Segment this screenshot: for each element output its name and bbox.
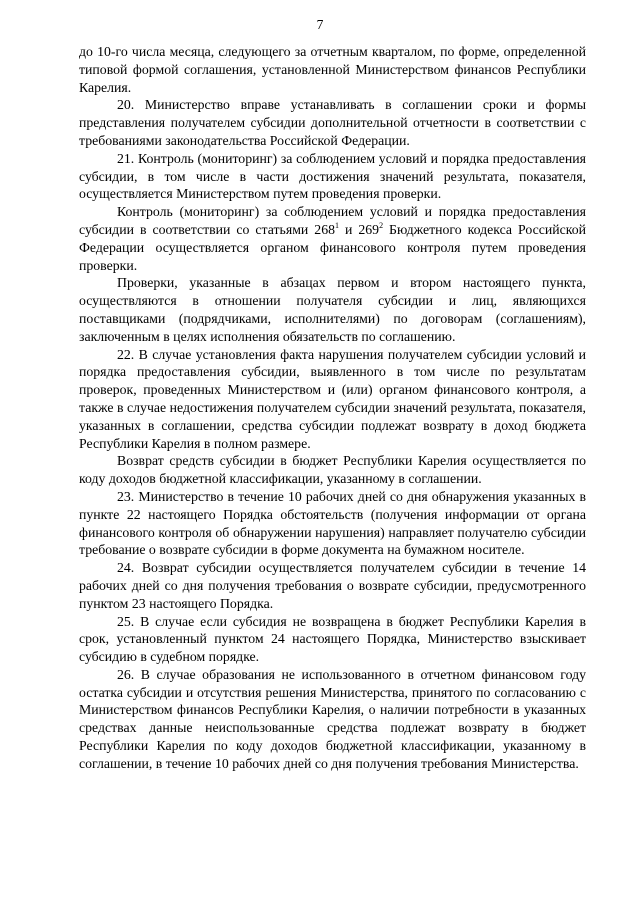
- control-text-part2: и 269: [339, 221, 380, 237]
- paragraph-item-24: 24. Возврат субсидии осуществляется получателем субсидии в течение 14 рабочих дней со дня получения требования о возврате субсидии, предусмотренного пунктом 23 настоящего Порядка.: [79, 560, 586, 611]
- document-body: [79, 43, 586, 773]
- page-number: 7: [316, 17, 324, 32]
- superscript-2: 2: [379, 220, 384, 230]
- paragraph-financial-control: [79, 203, 586, 274]
- control-text-part3: Бюджетного кодекса Российской Федерации осуществляется органом финансового контроля путем проведения проверки.: [79, 221, 587, 273]
- paragraph-refund-code: Возврат средств субсидии в бюджет Республики Карелия осуществляется по коду доходов бюджетной классификации, указанному в соглашении.: [79, 453, 586, 487]
- paragraph-item-20: 20. Министерство вправе устанавливать в соглашении сроки и формы представления получателем субсидии дополнительной отчетности в соответствии с требованиями законодательства Российской Федерации.: [79, 97, 586, 148]
- superscript-1: 1: [335, 220, 339, 230]
- paragraph-item-22: 22. В случае установления факта нарушения получателем субсидии условий и порядка предоставления субсидии, выявленного в том числе по результатам проверок, проведенных Министерством и (или) органом финансового контроля, а также в случае недостижения получателем субсидии значений результата, показателя, указанных в соглашении, средства субсидии подлежат возврату в доход бюджета Республики Карелия в полном размере.: [79, 346, 586, 451]
- paragraph-item-21: 21. Контроль (мониторинг) за соблюдением условий и порядка предоставления субсидии, в том числе в части достижения значений результата, показателя, осуществляется Министерством путем проведения проверки.: [79, 150, 586, 202]
- paragraph-continuation: до 10-го числа месяца, следующего за отчетным кварталом, по форме, определенной типовой формой соглашения, установленной Министерством финансов Республики Карелия.: [79, 44, 586, 95]
- control-text-part1: Контроль (мониторинг) за соблюдением условий и порядка предоставления субсидии в соответствии со статьями 268: [79, 204, 586, 237]
- paragraph-item-26: 26. В случае образования не использованного в отчетном финансовом году остатка субсидии и отсутствия решения Министерства, принятого по согласованию с Министерством финансов Республики Карелия, о наличии потребности в указанных средствах данные неиспользованные средства подлежат возврату в бюджет Республики Карелия по коду доходов бюджетной классификации, указанному в соглашении, в течение 10 рабочих дней со дня получения требования Министерства.: [79, 666, 586, 771]
- paragraph-item-25: 25. В случае если субсидия не возвращена в бюджет Республики Карелия в срок, установленный пунктом 24 настоящего Порядка, Министерство взыскивает субсидию в судебном порядке.: [79, 613, 586, 665]
- paragraph-item-23: 23. Министерство в течение 10 рабочих дней со дня обнаружения указанных в пункте 22 настоящего Порядка обстоятельств (получения информации от органа финансового контроля об обнаружении нарушения) направляет получателю субсидии требование о возврате субсидии в форме документа на бумажном носителе.: [79, 488, 586, 558]
- paragraph-inspections: Проверки, указанные в абзацах первом и втором настоящего пункта, осуществляются в отношении получателя субсидии и лиц, являющихся поставщиками (подрядчиками, исполнителями) по договорам (соглашениям), заключенным в целях исполнения обязательств по соглашению.: [79, 275, 586, 344]
